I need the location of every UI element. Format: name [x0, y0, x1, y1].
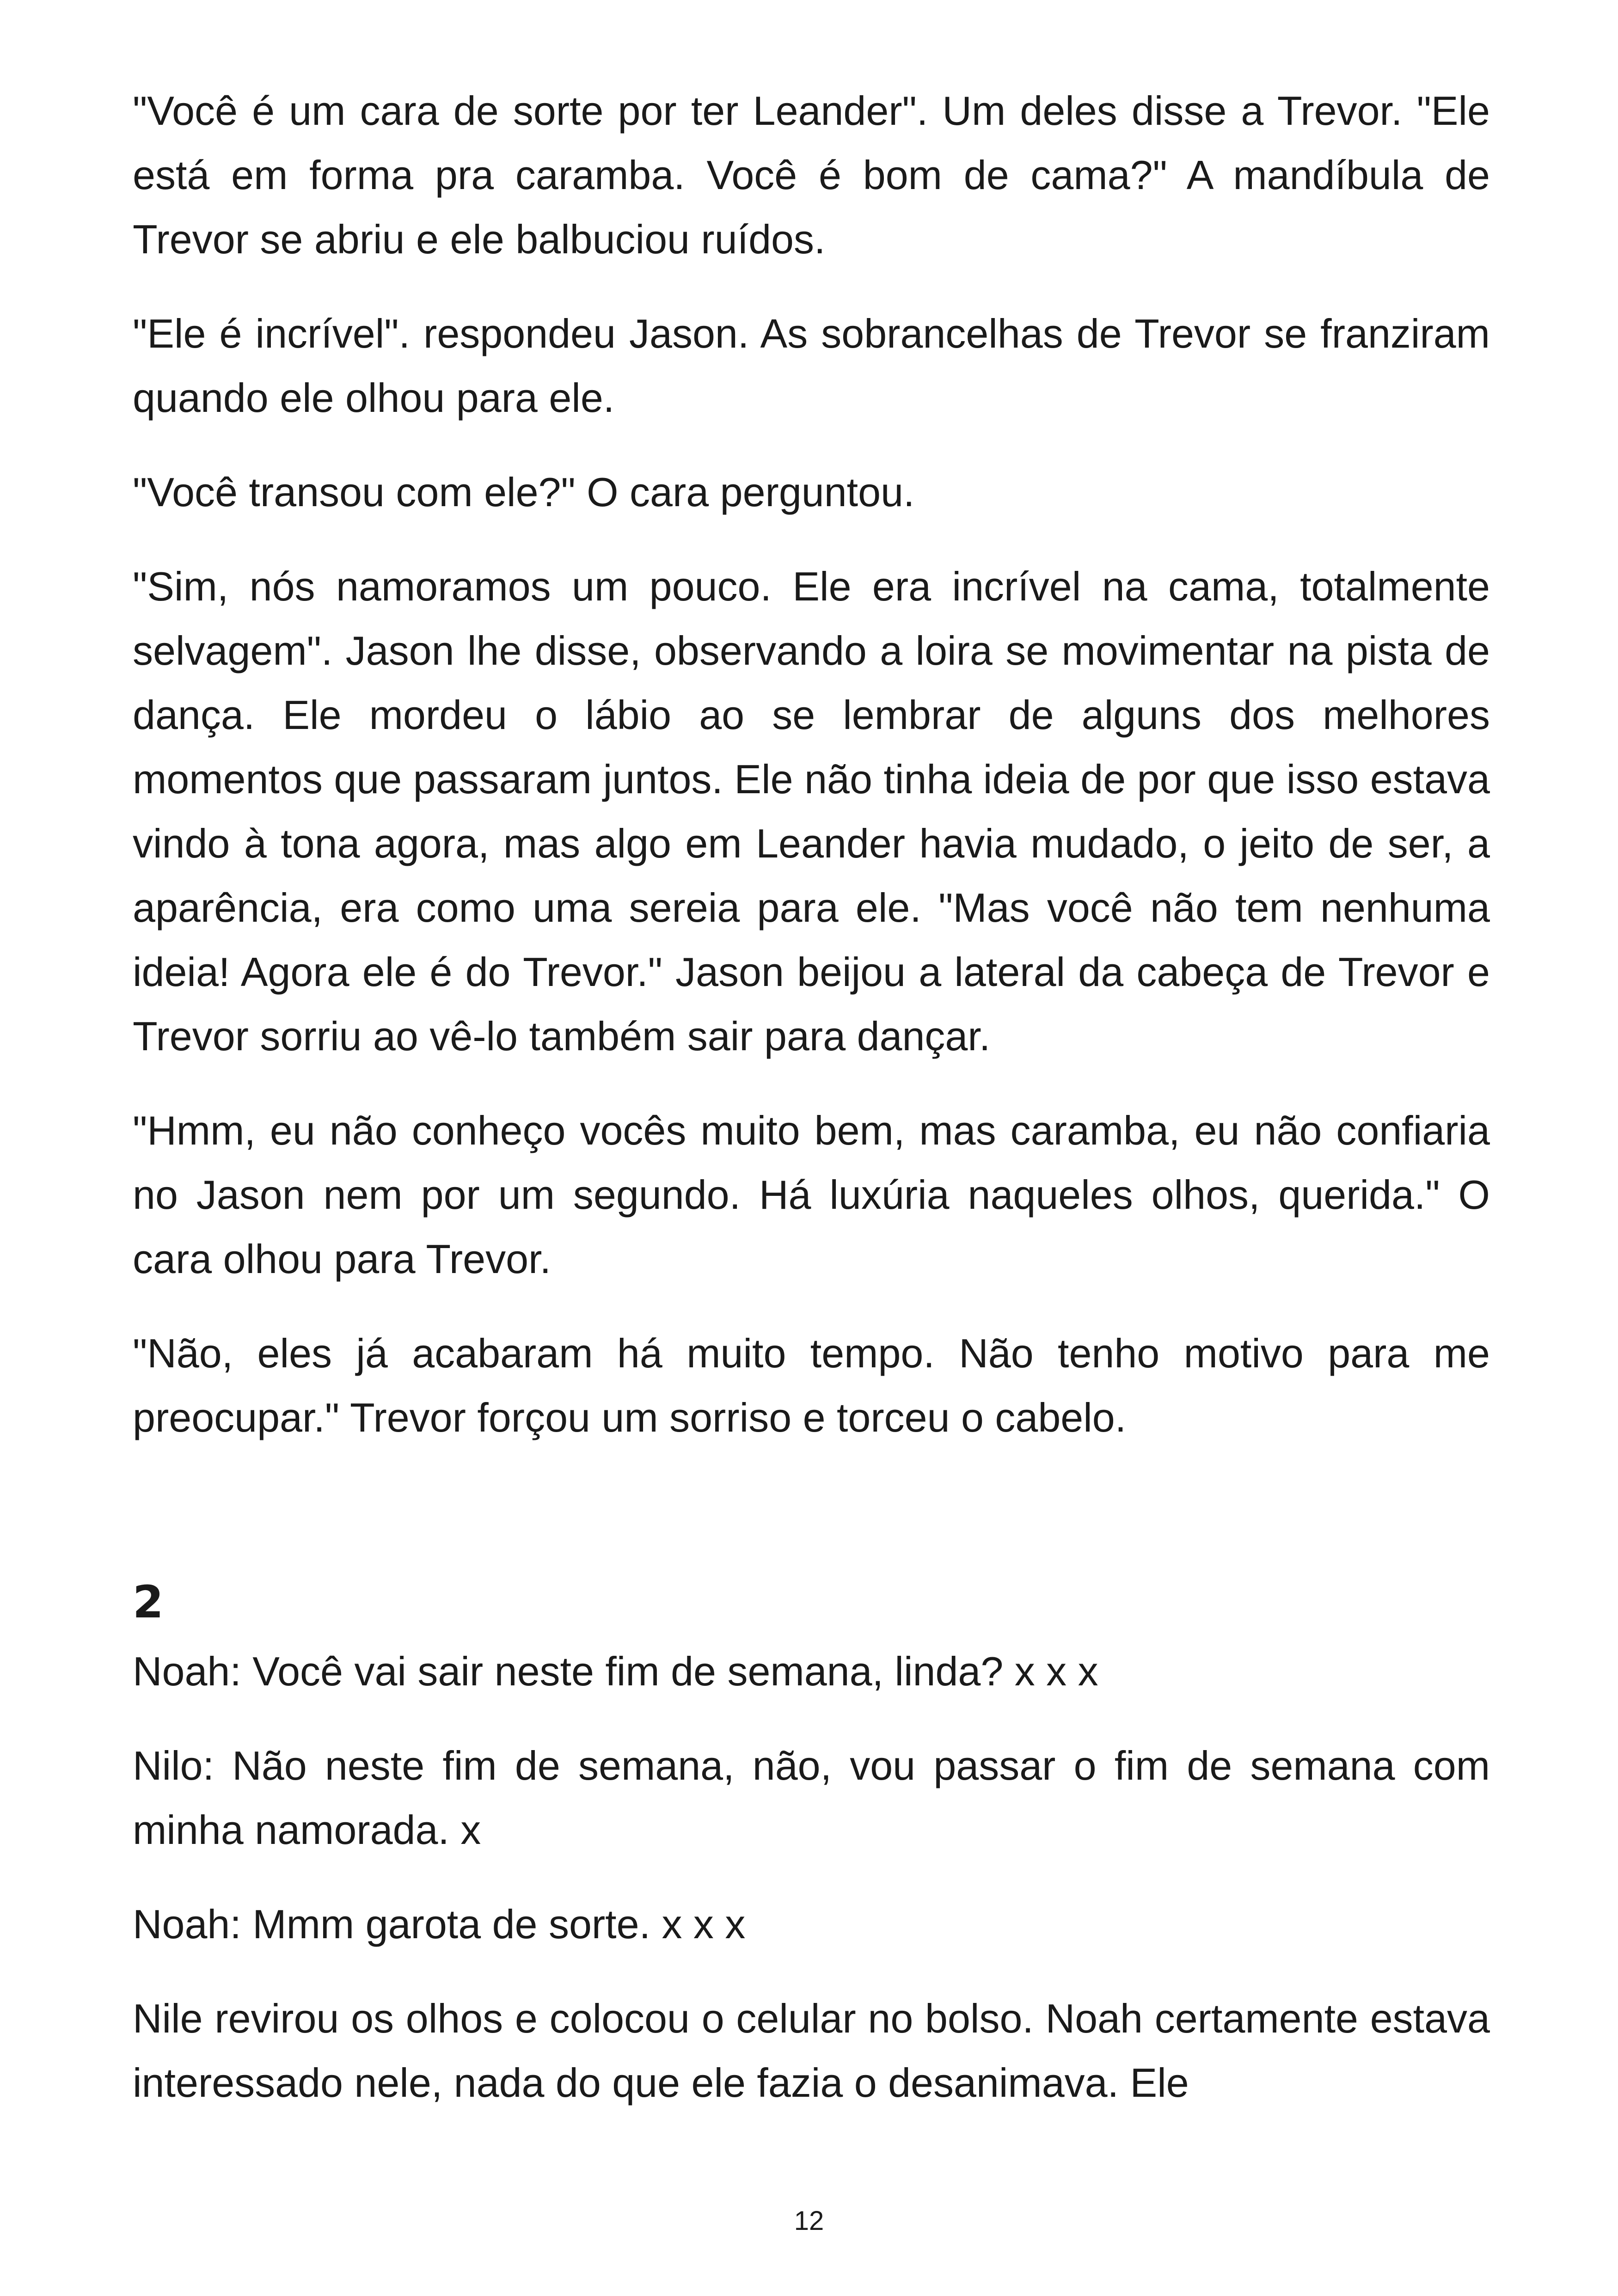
- chat-line: Noah: Mmm garota de sorte. x x x: [133, 1901, 746, 1947]
- chat-line: Noah: Você vai sair neste fim de semana, linda? x x x: [133, 1648, 1098, 1694]
- body-text: [133, 79, 1490, 2145]
- paragraph: Nile revirou os olhos e colocou o celular no bolso. Noah certamente estava interessado nele, nada do que ele fazia o desanimava. Ele: [133, 1996, 1490, 2106]
- page-number: 12: [794, 2206, 824, 2236]
- paragraph: "Ele é incrível". respondeu Jason. As sobrancelhas de Trevor se franziram quando ele olhou para ele.: [133, 311, 1490, 421]
- paragraph: "Sim, nós namoramos um pouco. Ele era incrível na cama, totalmente selvagem". Jason lhe disse, observando a loira se movimentar na pista de dança. Ele mordeu o lábio ao se lembrar de alguns dos melhores momentos que passaram juntos. Ele não tinha ideia de por que isso estava vindo à tona agora, mas algo em Leander havia mudado, o jeito de ser, a aparência, era como uma sereia para ele. "Mas você não tem nenhuma ideia! Agora ele é do Trevor." Jason beijou a lateral da cabeça de Trevor e Trevor sorriu ao vê-lo também sair para dançar.: [133, 563, 1490, 1059]
- paragraph: "Você transou com ele?" O cara perguntou.: [133, 469, 915, 515]
- paragraph: "Você é um cara de sorte por ter Leander". Um deles disse a Trevor. "Ele está em forma pra caramba. Você é bom de cama?" A mandíbula de Trevor se abriu e ele balbuciou ruídos.: [133, 88, 1490, 262]
- paragraph: "Hmm, eu não conheço vocês muito bem, mas caramba, eu não confiaria no Jason nem por um segundo. Há luxúria naqueles olhos, querida." O cara olhou para Trevor.: [133, 1108, 1490, 1282]
- chapter-heading: 2: [133, 1576, 164, 1628]
- chat-line: Nilo: Não neste fim de semana, não, vou passar o fim de semana com minha namorada. x: [133, 1743, 1490, 1853]
- paragraph: "Não, eles já acabaram há muito tempo. Não tenho motivo para me preocupar." Trevor forçou um sorriso e torceu o cabelo.: [133, 1330, 1490, 1440]
